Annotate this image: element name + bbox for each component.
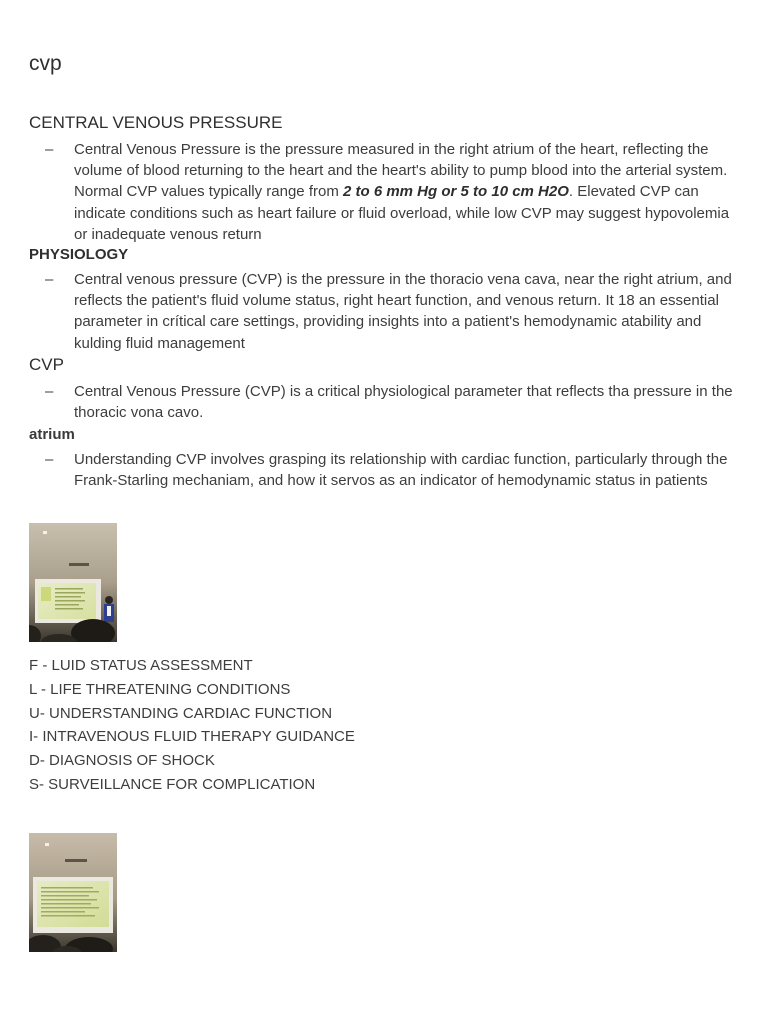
section-heading: PHYSIOLOGY (29, 246, 129, 263)
bullet-paragraph (29, 269, 741, 354)
bullet-paragraph (29, 381, 741, 423)
bullet-paragraph (29, 449, 741, 491)
lecture-photo-2[interactable] (29, 833, 117, 952)
section-physiology (29, 246, 741, 354)
bullet-emphasis: 2 to 6 mm Hg or 5 to 10 cm H2O (343, 183, 569, 201)
list-item: U- UNDERSTANDING CARDIAC FUNCTION (29, 704, 333, 722)
lecture-photo-1[interactable] (29, 523, 117, 642)
list-item: D- DIAGNOSIS OF SHOCK (29, 752, 215, 770)
page-title: cvp (29, 52, 62, 75)
bullet-dash: – (45, 383, 54, 400)
list-item: L - LIFE THREATENING CONDITIONS (29, 680, 291, 698)
section-cvp (29, 355, 741, 423)
section-heading: CVP (29, 355, 64, 374)
list-item: F - LUID STATUS ASSESSMENT (29, 657, 253, 674)
bullet-text: Central venous pressure (CVP) is the pressure in the thoracio vena cava, near the right atrium, and reflects the patient's fluid volume status, right heart function, and venous return. It 18 an essential parameter in crítical care settings, providing insights into a patient's hemodynamic atability and kulding fluid management (74, 271, 732, 352)
bullet-text-continued: . Elevated CVP can indicate conditions such as heart failure or fluid overload, while low CVP may suggest hypovolemia or inadequate venous return (74, 183, 730, 243)
acronym-list (29, 654, 355, 797)
section-central-venous-pressure (29, 113, 741, 245)
bullet-text: Central Venous Pressure (CVP) is a critical physiological parameter that reflects tha pressure in the thoracic vona cavo. (74, 383, 733, 422)
bullet-dash: – (45, 141, 54, 158)
section-heading: atrium (29, 426, 75, 443)
bullet-text: Central Venous Pressure is the pressure measured in the right atrium of the heart, reflecting the volume of blood returning to the heart and the heart's ability to pump blood into the arterial system. Normal CVP values typically range from (74, 141, 728, 201)
section-heading: CENTRAL VENOUS PRESSURE (29, 113, 283, 132)
bullet-text: Understanding CVP involves grasping its relationship with cardiac function, particularly through the Frank-Starling mechaniam, and how it servos as an indicator of hemodynamic status in patients (74, 451, 728, 490)
list-item: S- SURVEILLANCE FOR COMPLICATION (29, 775, 316, 793)
list-item: I- INTRAVENOUS FLUID THERAPY GUIDANCE (29, 728, 355, 746)
bullet-dash: – (45, 271, 54, 288)
section-atrium (29, 426, 741, 491)
bullet-paragraph (29, 139, 741, 245)
bullet-dash: – (45, 451, 54, 468)
